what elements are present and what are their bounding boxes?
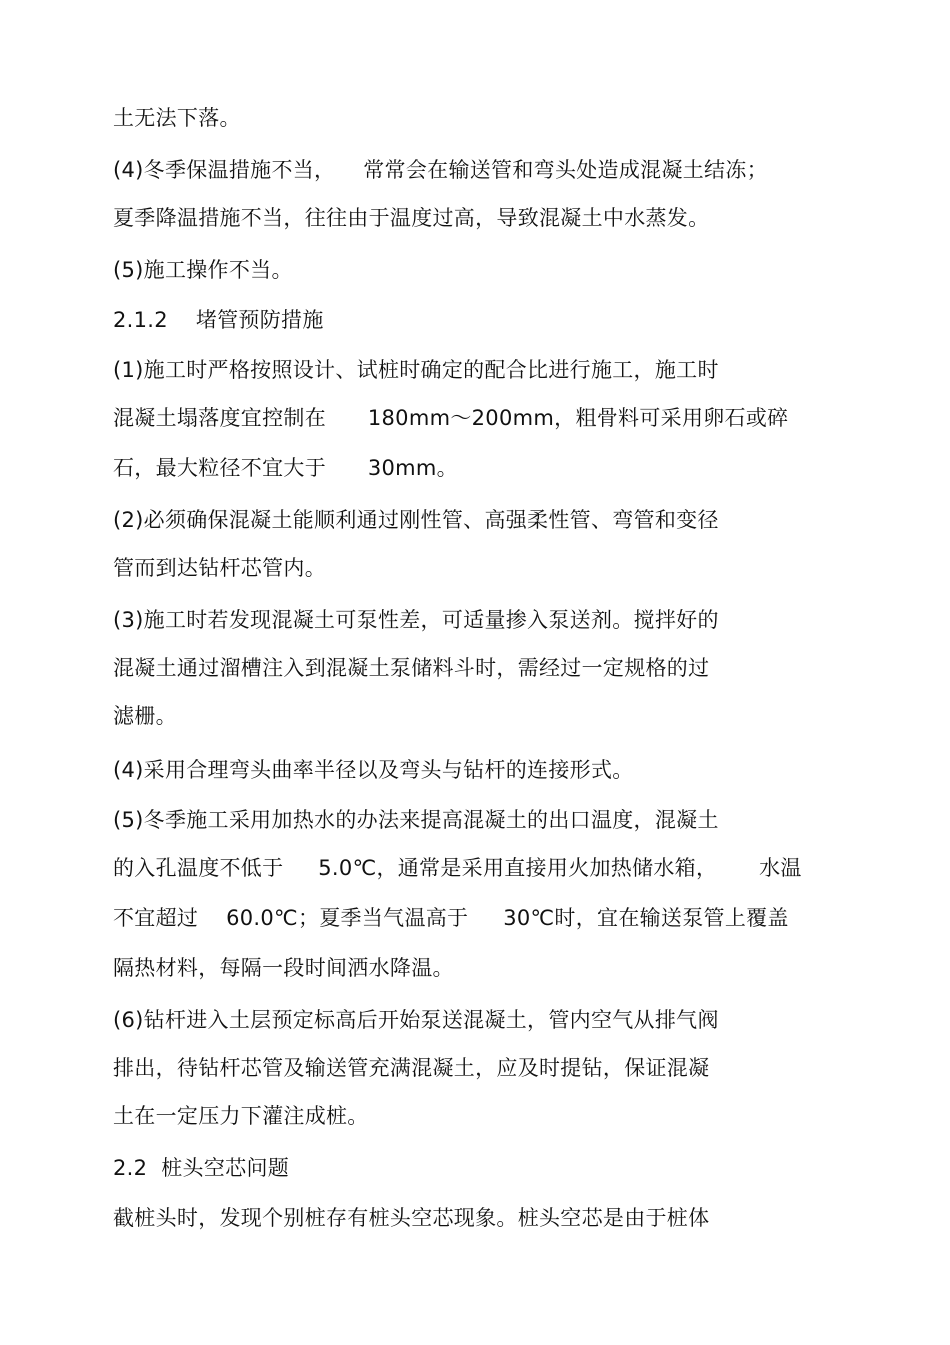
text-line: 石，最大粒径不宜大于 30mm。 xyxy=(113,456,458,480)
text-line: 管而到达钻杆芯管内。 xyxy=(113,556,326,580)
text-line: 隔热材料，每隔一段时间洒水降温。 xyxy=(113,956,454,980)
text-line: 排出，待钻杆芯管及输送管充满混凝土，应及时提钻，保证混凝 xyxy=(113,1056,710,1080)
text-line: 不宜超过 60.0℃；夏季当气温高于 30℃时，宜在输送泵管上覆盖 xyxy=(113,906,789,930)
text-line: (5)施工操作不当。 xyxy=(113,258,293,282)
text-line: (5)冬季施工采用加热水的办法来提高混凝土的出口温度，混凝土 xyxy=(113,808,719,832)
text-line: 截桩头时，发现个别桩存有桩头空芯现象。桩头空芯是由于桩体 xyxy=(113,1206,710,1230)
text-line: (6)钻杆进入土层预定标高后开始泵送混凝土，管内空气从排气阀 xyxy=(113,1008,719,1032)
text-line: 夏季降温措施不当，往往由于温度过高，导致混凝土中水蒸发。 xyxy=(113,206,710,230)
text-line: (4)冬季保温措施不当， 常常会在输送管和弯头处造成混凝土结冻； xyxy=(113,158,768,182)
text-line: (2)必须确保混凝土能顺利通过刚性管、高强柔性管、弯管和变径 xyxy=(113,508,719,532)
text-line: 土无法下落。 xyxy=(113,106,241,130)
text-line: 的入孔温度不低于 5.0℃，通常是采用直接用火加热储水箱， 水温 xyxy=(113,856,802,880)
text-line: (4)采用合理弯头曲率半径以及弯头与钻杆的连接形式。 xyxy=(113,758,634,782)
text-line: 混凝土通过溜槽注入到混凝土泵储料斗时，需经过一定规格的过 xyxy=(113,656,710,680)
text-line: (3)施工时若发现混凝土可泵性差，可适量掺入泵送剂。搅拌好的 xyxy=(113,608,719,632)
section-heading: 2.2 桩头空芯问题 xyxy=(113,1156,290,1180)
section-heading: 2.1.2 堵管预防措施 xyxy=(113,308,324,332)
text-line: (1)施工时严格按照设计、试桩时确定的配合比进行施工，施工时 xyxy=(113,358,719,382)
text-line: 滤栅。 xyxy=(113,704,177,728)
text-line: 土在一定压力下灌注成桩。 xyxy=(113,1104,369,1128)
text-line: 混凝土塌落度宜控制在 180mm～200mm，粗骨料可采用卵石或碎 xyxy=(113,406,789,430)
